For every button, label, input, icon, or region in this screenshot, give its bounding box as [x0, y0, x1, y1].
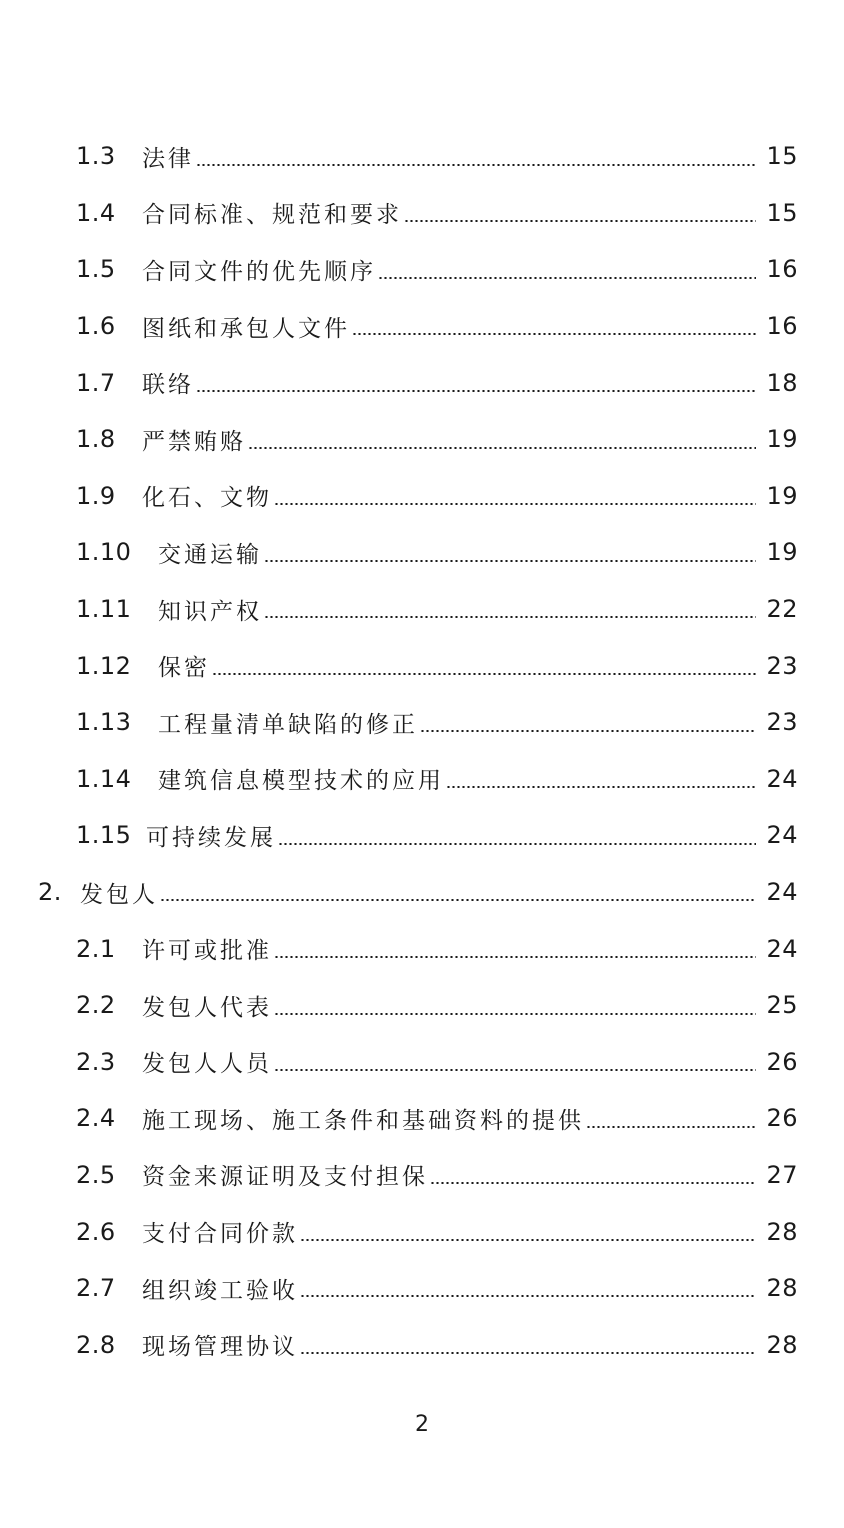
toc-entry[interactable]: [0, 1090, 844, 1147]
toc-entry-title: 工程量清单缺陷的修正: [158, 711, 418, 738]
toc-entry[interactable]: [0, 637, 844, 694]
toc-entry-page: 28: [766, 1274, 798, 1303]
toc-entry-page: 26: [766, 1104, 798, 1133]
toc-entry[interactable]: [0, 1203, 844, 1260]
toc-entry[interactable]: [0, 185, 844, 242]
toc-entry[interactable]: [0, 1316, 844, 1373]
toc-entry-number: 2.8: [76, 1330, 116, 1359]
toc-entry-page: 24: [766, 764, 798, 793]
dot-leader: [264, 560, 756, 562]
toc-entry-page: 15: [766, 142, 798, 171]
toc-entry-title: 许可或批准: [142, 938, 272, 965]
toc-entry-number: 1.12: [76, 651, 132, 680]
toc-entry[interactable]: [0, 1147, 844, 1204]
toc-entry-number: 2.5: [76, 1160, 116, 1189]
dot-leader: [420, 730, 756, 732]
dot-leader: [300, 1239, 756, 1241]
toc-entry[interactable]: [0, 1260, 844, 1317]
toc-entry[interactable]: [0, 468, 844, 525]
toc-entry-title: 图纸和承包人文件: [142, 315, 350, 342]
toc-entry-number: 2.3: [76, 1047, 116, 1076]
toc-entry-title: 知识产权: [158, 598, 262, 625]
dot-leader: [300, 1295, 756, 1297]
toc-entry-page: 15: [766, 198, 798, 227]
toc-entry[interactable]: [0, 298, 844, 355]
toc-entry[interactable]: [0, 977, 844, 1034]
toc-entry-number: 1.5: [76, 255, 116, 284]
toc-entry-number: 1.14: [76, 764, 132, 793]
dot-leader: [196, 390, 756, 392]
toc-entry[interactable]: [0, 354, 844, 411]
toc-entry[interactable]: [0, 241, 844, 298]
dot-leader: [264, 616, 756, 618]
toc-entry-title: 合同文件的优先顺序: [142, 258, 376, 285]
toc-entry-title: 法律: [142, 145, 194, 172]
toc-entry-title: 资金来源证明及支付担保: [142, 1164, 428, 1191]
toc-entry[interactable]: [0, 694, 844, 751]
dot-leader: [160, 899, 756, 901]
toc-entry-page: 22: [766, 595, 798, 624]
toc-entry-number: 1.10: [76, 538, 132, 567]
toc-entry[interactable]: [0, 807, 844, 864]
toc-entry-page: 19: [766, 538, 798, 567]
dot-leader: [586, 1126, 756, 1128]
dot-leader: [446, 786, 756, 788]
toc-entry-page: 23: [766, 708, 798, 737]
toc-entry-number: 2.1: [76, 934, 116, 963]
dot-leader: [274, 1013, 756, 1015]
toc-entry-page: 28: [766, 1330, 798, 1359]
dot-leader: [300, 1352, 756, 1354]
toc-entry-title: 发包人代表: [142, 994, 272, 1021]
toc-entry-number: 1.13: [76, 708, 132, 737]
toc-entry-number: 1.7: [76, 368, 116, 397]
toc-entry-number: 2.2: [76, 991, 116, 1020]
dot-leader: [274, 503, 756, 505]
dot-leader: [274, 956, 756, 958]
toc-entry-title: 保密: [158, 655, 210, 682]
toc-entry-page: 24: [766, 821, 798, 850]
toc-entry-title: 发包人: [80, 881, 158, 908]
dot-leader: [278, 843, 756, 845]
toc-entry-number: 2.6: [76, 1217, 116, 1246]
toc-entry-number: 1.3: [76, 142, 116, 171]
toc-entry-number: 1.8: [76, 425, 116, 454]
toc-entry-page: 26: [766, 1047, 798, 1076]
toc-entry-number: 1.6: [76, 312, 116, 341]
toc-entry-page: 18: [766, 368, 798, 397]
toc-entry[interactable]: [0, 128, 844, 185]
table-of-contents: [0, 128, 844, 1373]
dot-leader: [430, 1182, 756, 1184]
toc-entry[interactable]: [0, 411, 844, 468]
toc-entry-title: 现场管理协议: [142, 1334, 298, 1361]
toc-entry[interactable]: [0, 920, 844, 977]
toc-entry[interactable]: [0, 751, 844, 808]
page-number: 2: [415, 1412, 429, 1437]
toc-entry-title: 化石、文物: [142, 485, 272, 512]
toc-entry-title: 交通运输: [158, 541, 262, 568]
toc-entry-number: 2.7: [76, 1274, 116, 1303]
toc-entry-title: 支付合同价款: [142, 1221, 298, 1248]
toc-entry[interactable]: [0, 1034, 844, 1091]
toc-entry-title: 合同标准、规范和要求: [142, 202, 402, 229]
toc-chapter-entry[interactable]: [0, 864, 844, 921]
toc-entry-title: 严禁贿赂: [142, 428, 246, 455]
toc-entry-page: 28: [766, 1217, 798, 1246]
toc-entry-page: 24: [766, 934, 798, 963]
toc-entry-page: 16: [766, 312, 798, 341]
dot-leader: [404, 220, 756, 222]
toc-entry-page: 23: [766, 651, 798, 680]
toc-entry-number: 2.4: [76, 1104, 116, 1133]
toc-entry-page: 16: [766, 255, 798, 284]
dot-leader: [212, 673, 756, 675]
toc-entry-title: 可持续发展: [146, 824, 276, 851]
dot-leader: [196, 164, 756, 166]
toc-entry-title: 建筑信息模型技术的应用: [158, 768, 444, 795]
toc-entry[interactable]: [0, 581, 844, 638]
toc-entry-title: 组织竣工验收: [142, 1277, 298, 1304]
toc-entry-title: 发包人人员: [142, 1051, 272, 1078]
toc-entry[interactable]: [0, 524, 844, 581]
toc-entry-number: 1.9: [76, 481, 116, 510]
dot-leader: [352, 333, 756, 335]
toc-entry-title: 联络: [142, 372, 194, 399]
dot-leader: [274, 1069, 756, 1071]
toc-entry-page: 25: [766, 991, 798, 1020]
toc-entry-number: 1.11: [76, 595, 132, 624]
dot-leader: [378, 277, 756, 279]
toc-entry-number: 2.: [38, 878, 62, 907]
dot-leader: [248, 447, 756, 449]
toc-entry-page: 19: [766, 425, 798, 454]
toc-entry-page: 19: [766, 481, 798, 510]
toc-entry-number: 1.4: [76, 198, 116, 227]
toc-entry-title: 施工现场、施工条件和基础资料的提供: [142, 1107, 584, 1134]
toc-entry-page: 27: [766, 1160, 798, 1189]
toc-entry-number: 1.15: [76, 821, 132, 850]
toc-entry-page: 24: [766, 878, 798, 907]
